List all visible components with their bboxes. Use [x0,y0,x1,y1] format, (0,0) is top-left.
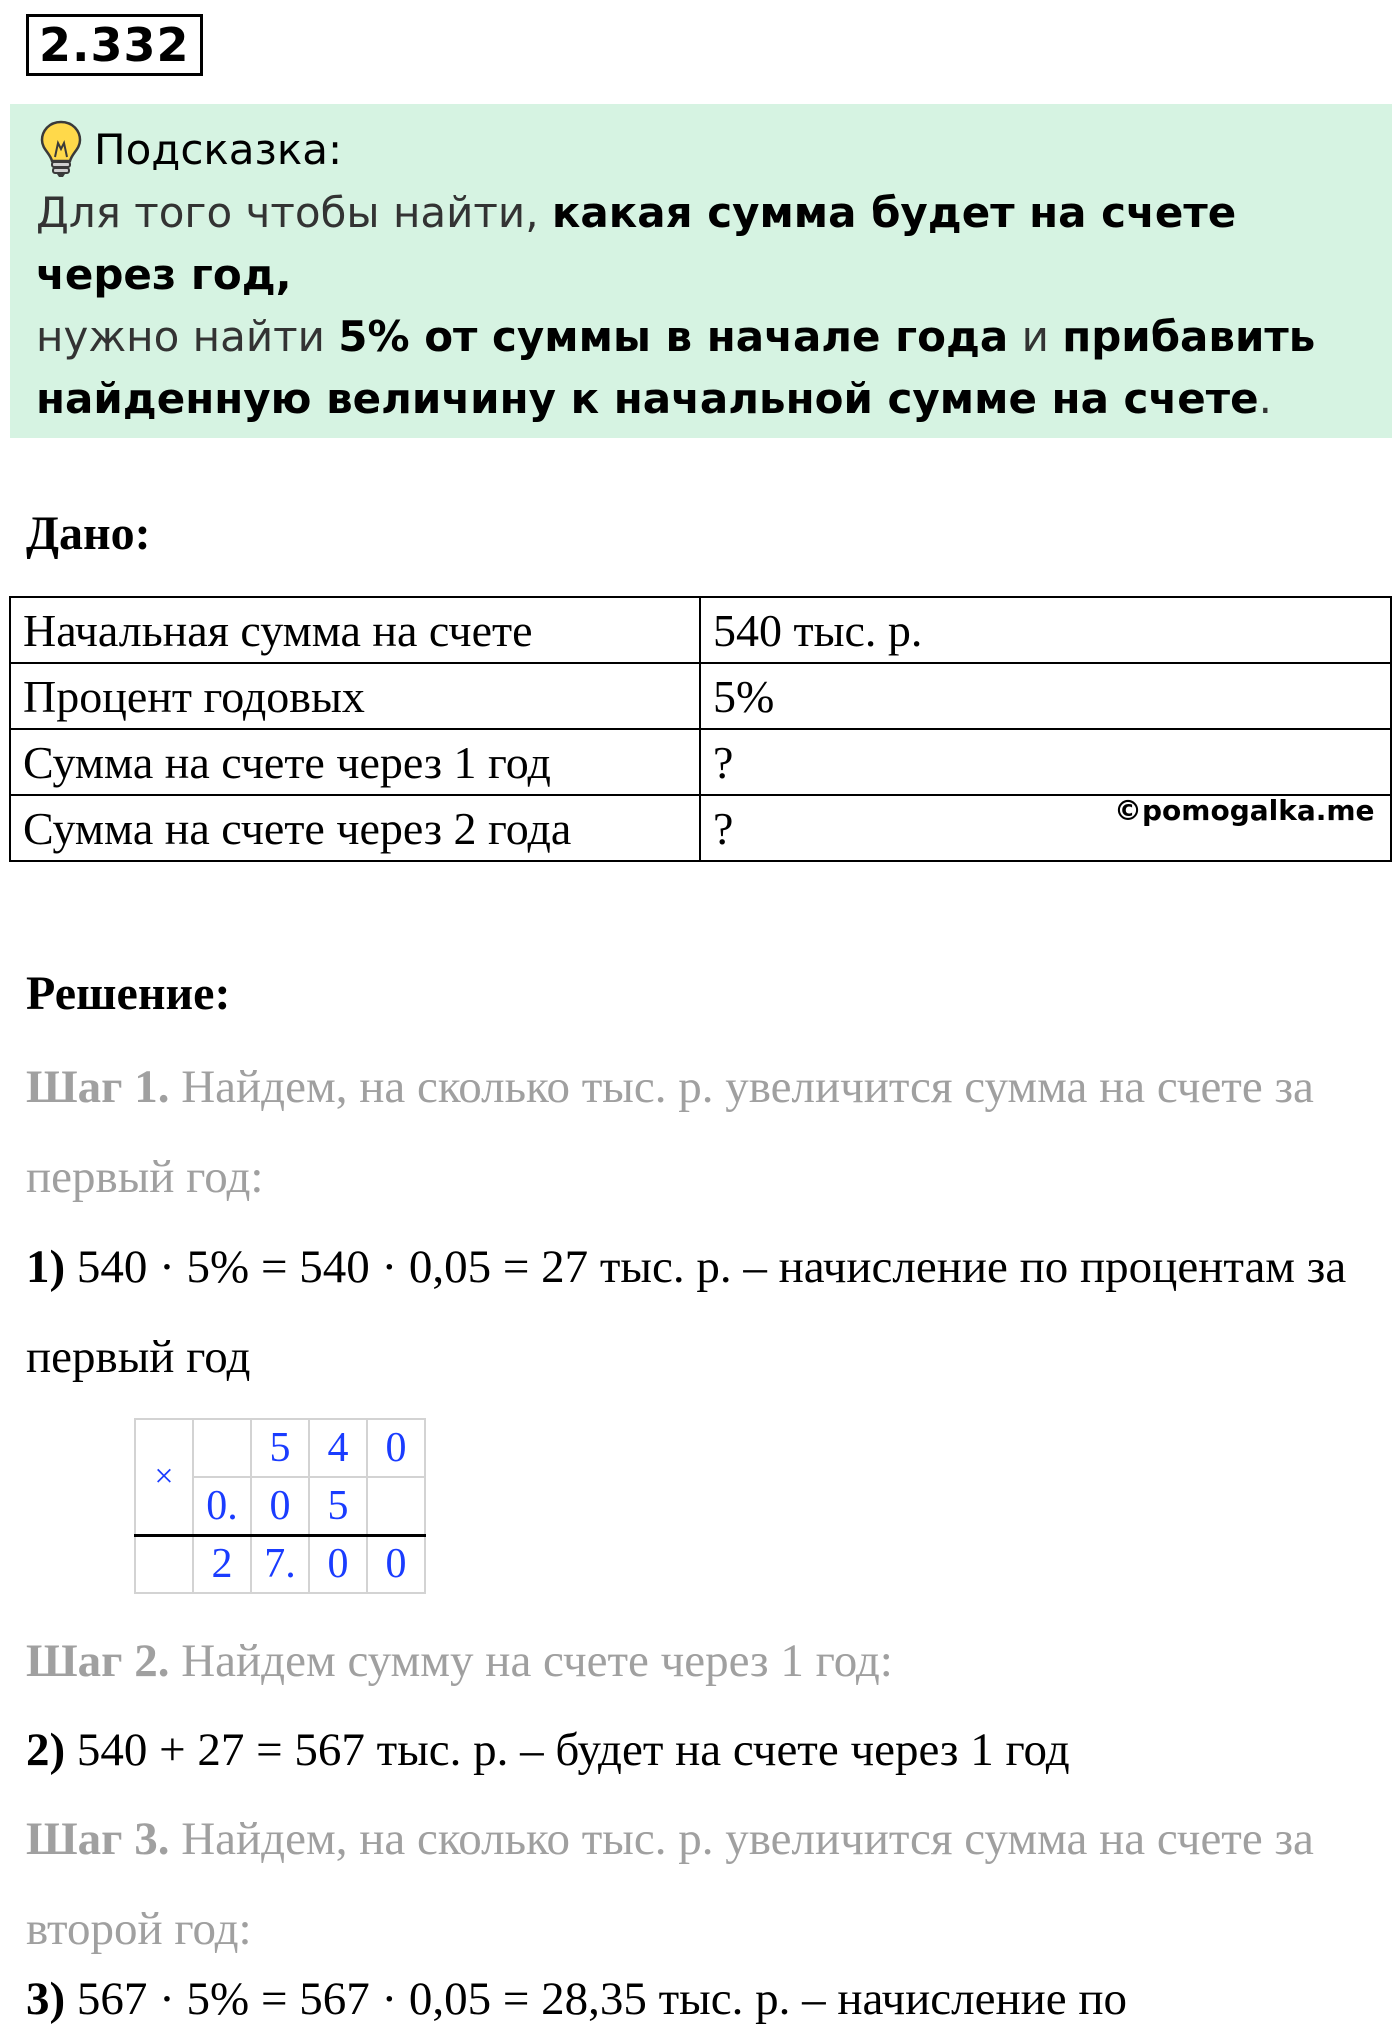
solution-title: Решение: [26,967,231,1020]
hint-text-1: Для того чтобы найти, [36,188,552,237]
step-3-label: Шаг 3. [26,1813,170,1865]
hint-text [36,182,1376,430]
multiplication-table [134,1418,426,1594]
mult-cell-empty [135,1535,193,1593]
calc-3-number: 3) [26,1973,66,2025]
step-1 [26,1042,1356,1222]
lightbulb-icon [38,119,84,179]
hint-text-3: нужно найти [36,312,339,361]
given-value: ? [700,795,1391,861]
given-label: Сумма на счете через 1 год [10,729,700,795]
hint-title-row [26,116,1376,182]
step-3 [26,1794,1356,1974]
step-1-text: Найдем, на сколько тыс. р. увеличится сумма на счете за первый год: [26,1061,1314,1203]
given-label: Начальная сумма на счете [10,597,700,663]
hint-text-4: 5% от суммы в начале года [338,312,1009,361]
given-label: Процент годовых [10,663,700,729]
mult-cell: 5 [251,1419,309,1477]
step-2-text: Найдем сумму на счете через 1 год: [169,1635,893,1687]
calc-2 [26,1705,1356,1795]
mult-cell: 0 [251,1477,309,1535]
table-row [10,729,1391,795]
mult-row-1 [135,1419,425,1477]
mult-cell: 4 [309,1419,367,1477]
mult-cell: 2 [193,1535,251,1593]
hint-text-5: и [1008,312,1063,361]
mult-cell: 5 [309,1477,367,1535]
given-title: Дано: [26,507,151,560]
mult-cell: 0 [367,1535,425,1593]
hint-title: Подсказка: [94,124,343,174]
watermark: ©pomogalka.me [1114,794,1375,827]
calc-2-text: 540 + 27 = 567 тыс. р. – будет на счете через 1 год [65,1724,1070,1776]
calc-2-number: 2) [26,1724,66,1776]
step-1-label: Шаг 1. [26,1061,170,1113]
mult-cell: 0. [193,1477,251,1535]
calc-1 [26,1222,1356,1402]
problem-number: 2.332 [26,14,203,76]
mult-cell [367,1477,425,1535]
step-3-text: Найдем, на сколько тыс. р. увеличится сумма на счете за второй год: [26,1813,1314,1955]
mult-cell: 0 [367,1419,425,1477]
given-value: 540 тыс. р. [700,597,1391,663]
multiply-sign: × [135,1419,193,1535]
mult-cell: 0 [309,1535,367,1593]
step-2 [26,1616,1356,1706]
mult-cell [193,1419,251,1477]
mult-result-row [135,1535,425,1593]
hint-text-2: какая сумма будет на счете через год, [36,188,1237,299]
given-label: Сумма на счете через 2 года [10,795,700,861]
calc-3 [26,1954,1356,2044]
hint-text-6: прибавить найденную величину к начальной сумме на счете [36,312,1316,423]
table-row [10,597,1391,663]
given-value: 5% [700,663,1391,729]
hint-text-7: . [1258,374,1272,423]
step-2-label: Шаг 2. [26,1635,170,1687]
given-value: ? [700,729,1391,795]
table-row [10,663,1391,729]
calc-1-number: 1) [26,1241,66,1293]
hint-box [10,104,1392,438]
calc-1-text: 540 · 5% = 540 · 0,05 = 27 тыс. р. – начисление по процентам за первый год [26,1241,1347,1383]
mult-cell: 7. [251,1535,309,1593]
calc-3-text: 567 · 5% = 567 · 0,05 = 28,35 тыс. р. – начисление по [65,1973,1128,2025]
